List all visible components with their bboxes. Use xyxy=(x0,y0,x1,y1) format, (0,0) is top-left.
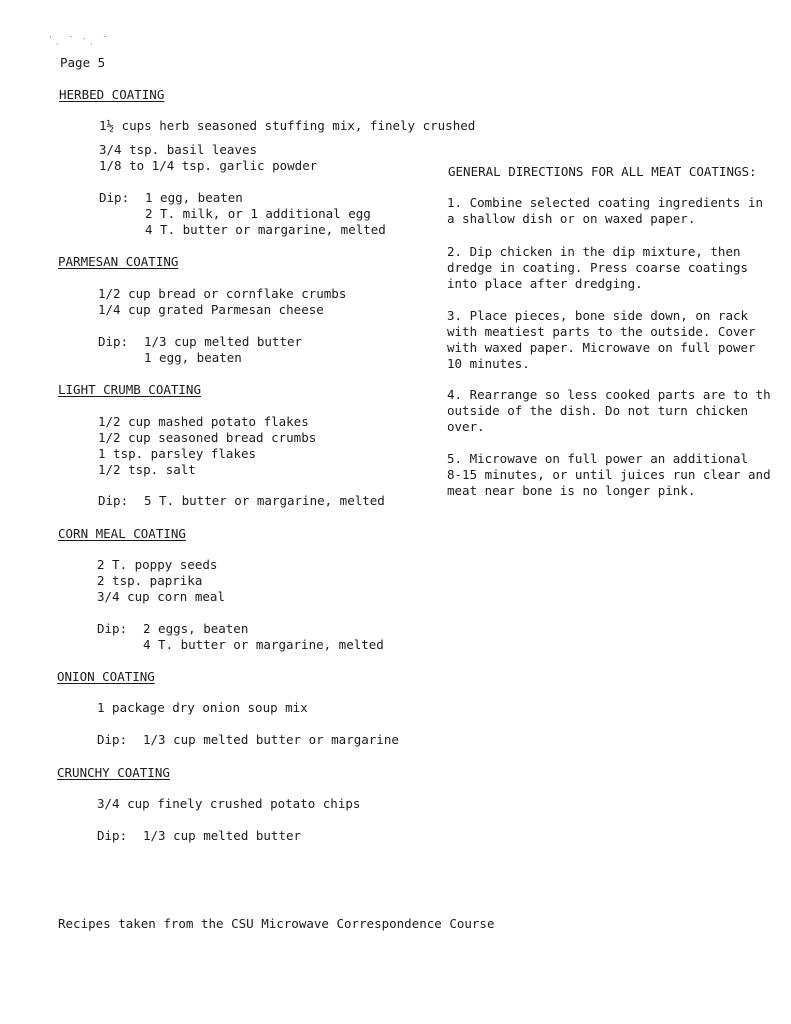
direction-step-5 xyxy=(447,451,787,499)
dip-line: 1/3 cup melted butter or margarine xyxy=(143,732,399,747)
scan-speck: 'ˏ ˉ ˑˎ ˉ xyxy=(48,35,110,44)
ingredient-line: 1 tsp. parsley flakes xyxy=(98,446,257,461)
direction-line: meat near bone is no longer pink. xyxy=(447,483,696,498)
section-heading-parmesan: PARMESAN COATING xyxy=(58,254,179,269)
direction-line: a shallow dish or on waxed paper. xyxy=(447,211,696,226)
direction-line: outside of the dish. Do not turn chicken xyxy=(447,403,749,418)
ingredient-line: 3/4 tsp. basil leaves xyxy=(99,142,258,157)
dip-line: 4 T. butter or margarine, melted xyxy=(143,637,384,652)
dip-line: 2 T. milk, or 1 additional egg xyxy=(145,206,371,221)
dip-line: 1/3 cup melted butter xyxy=(143,828,302,843)
dip-line: 1/3 cup melted butter xyxy=(144,334,303,349)
direction-line: 5. Microwave on full power an additional xyxy=(447,451,749,466)
footer-credit: Recipes taken from the CSU Microwave Correspondence Course xyxy=(58,916,495,931)
direction-line: with meatiest parts to the outside. Cover xyxy=(447,324,756,339)
direction-line: 8-15 minutes, or until juices run clear and xyxy=(447,467,771,482)
direction-step-2 xyxy=(447,244,787,292)
ingredient-line: 1/2 tsp. salt xyxy=(98,462,196,477)
direction-line: into place after dredging. xyxy=(447,276,643,291)
direction-line: dredge in coating. Press coarse coatings xyxy=(447,260,749,275)
ingredient-line: 1½ cups herb seasoned stuffing mix, finely crushed xyxy=(99,118,476,133)
ingredient-line: 1/2 cup bread or cornflake crumbs xyxy=(98,286,347,301)
dip-line: 2 eggs, beaten xyxy=(143,621,249,636)
dip-label: Dip: xyxy=(97,828,128,843)
direction-line: over. xyxy=(447,419,485,434)
dip-label: Dip: xyxy=(97,621,128,636)
section-heading-corn-meal: CORN MEAL COATING xyxy=(58,526,186,541)
dip-line: 4 T. butter or margarine, melted xyxy=(145,222,386,237)
direction-line: 2. Dip chicken in the dip mixture, then xyxy=(447,244,741,259)
section-heading-herbed: HERBED COATING xyxy=(59,87,165,102)
dip-label: Dip: xyxy=(98,493,129,508)
direction-line: 10 minutes. xyxy=(447,356,530,371)
dip-line: 1 egg, beaten xyxy=(145,190,243,205)
dip-label: Dip: xyxy=(99,190,130,205)
dip-label: Dip: xyxy=(98,334,129,349)
dip-line: 1 egg, beaten xyxy=(144,350,242,365)
ingredient-line: 2 T. poppy seeds xyxy=(97,557,218,572)
directions-heading: GENERAL DIRECTIONS FOR ALL MEAT COATINGS: xyxy=(448,164,757,179)
direction-line: 3. Place pieces, bone side down, on rack xyxy=(447,308,749,323)
ingredient-line: 1/2 cup seasoned bread crumbs xyxy=(98,430,317,445)
direction-step-1 xyxy=(447,195,787,227)
ingredient-line: 1/4 cup grated Parmesan cheese xyxy=(98,302,324,317)
page-label: Page 5 xyxy=(60,55,106,70)
ingredient-line: 2 tsp. paprika xyxy=(97,573,203,588)
direction-line: 4. Rearrange so less cooked parts are to th xyxy=(447,387,771,402)
dip-line: 5 T. butter or margarine, melted xyxy=(144,493,385,508)
direction-step-4 xyxy=(447,387,787,435)
direction-step-3 xyxy=(447,308,787,372)
section-heading-light-crumb: LIGHT CRUMB COATING xyxy=(58,382,201,397)
section-heading-crunchy: CRUNCHY COATING xyxy=(57,765,170,780)
direction-line: 1. Combine selected coating ingredients in xyxy=(447,195,764,210)
dip-label: Dip: xyxy=(97,732,128,747)
ingredient-line: 3/4 cup finely crushed potato chips xyxy=(97,796,361,811)
ingredient-line: 1/8 to 1/4 tsp. garlic powder xyxy=(99,158,318,173)
ingredient-line: 1 package dry onion soup mix xyxy=(97,700,308,715)
ingredient-line: 3/4 cup corn meal xyxy=(97,589,225,604)
ingredient-line: 1/2 cup mashed potato flakes xyxy=(98,414,309,429)
section-heading-onion: ONION COATING xyxy=(57,669,155,684)
direction-line: with waxed paper. Microwave on full power xyxy=(447,340,756,355)
